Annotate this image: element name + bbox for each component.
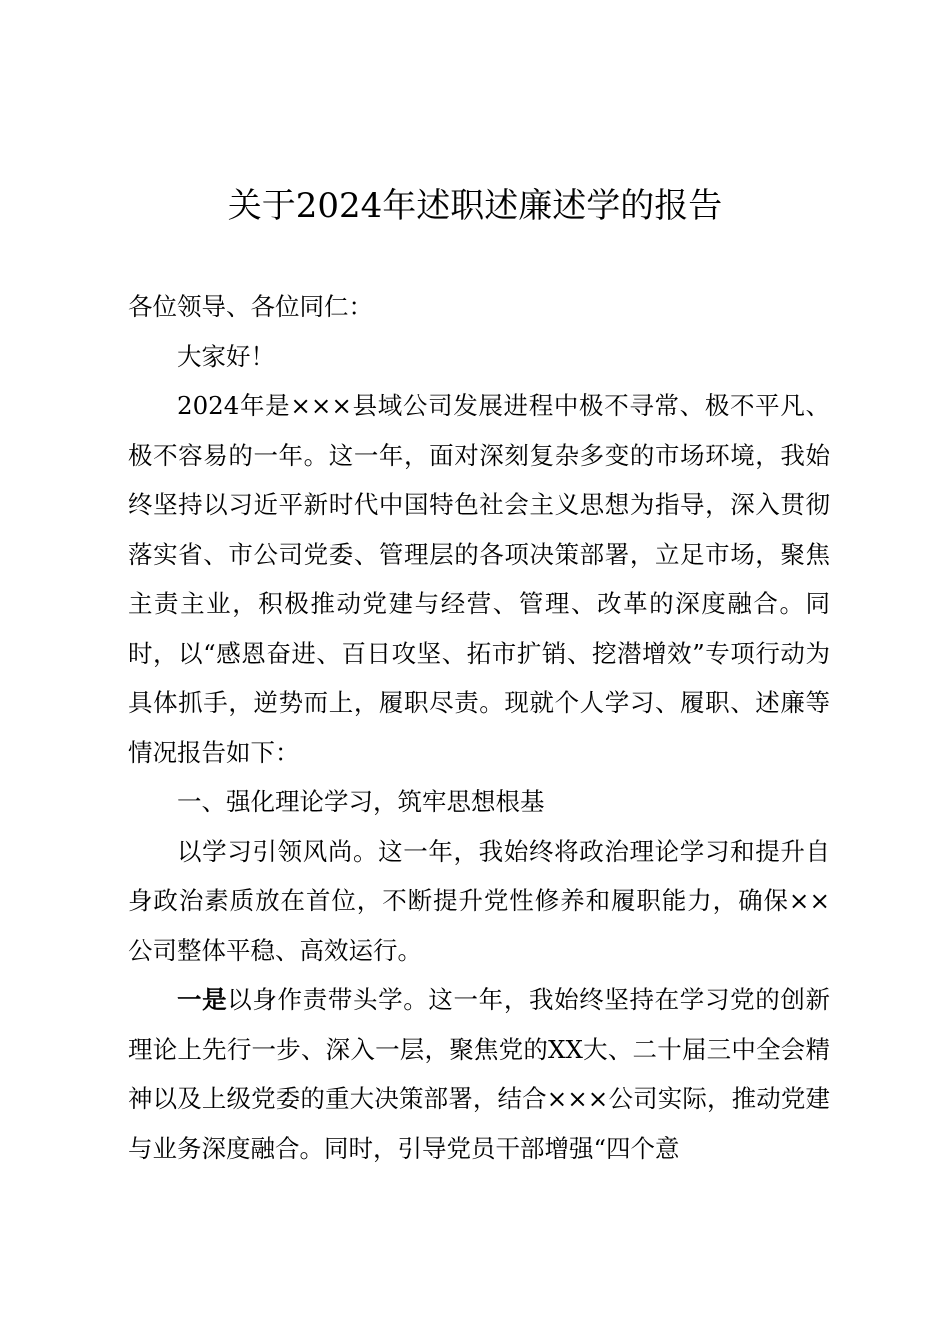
intro-paragraph: 2024年是×××县域公司发展进程中极不寻常、极不平凡、极不容易的一年。这一年，面对深刻复杂多变的市场环境，我始终坚持以习近平新时代中国特色社会主义思想为指导，深入贯彻落实省、市公司党委、管理层的各项决策部署，立足市场，聚焦主责主业，积极推动党建与经营、管理、改革的深度融合。同时，以“感恩奋进、百日攻坚、拓市扩销、挖潜增效”专项行动为具体抓手，逆势而上，履职尽责。现就个人学习、履职、述廉等情况报告如下： <box>128 391 830 767</box>
document-body <box>128 282 830 1173</box>
greeting: 大家好！ <box>177 341 275 371</box>
point-one-paragraph <box>128 975 830 1173</box>
point-one-label: 一是 <box>177 985 228 1014</box>
section-lead-paragraph: 以学习引领风尚。这一年，我始终将政治理论学习和提升自身政治素质放在首位，不断提升党性修养和履职能力，确保××公司整体平稳、高效运行。 <box>128 836 830 965</box>
salutation: 各位领导、各位同仁： <box>128 292 373 321</box>
section-heading: 一、强化理论学习，筑牢思想根基 <box>177 787 545 816</box>
point-one-text: 以身作责带头学。这一年，我始终坚持在学习党的创新理论上先行一步、深入一层，聚焦党的XX大、二十届三中全会精神以及上级党委的重大决策部署，结合×××公司实际，推动党建与业务深度融合。同时，引导党员干部增强“四个意 <box>128 985 830 1163</box>
document-title: 关于2024年述职述廉述学的报告 <box>227 186 723 226</box>
